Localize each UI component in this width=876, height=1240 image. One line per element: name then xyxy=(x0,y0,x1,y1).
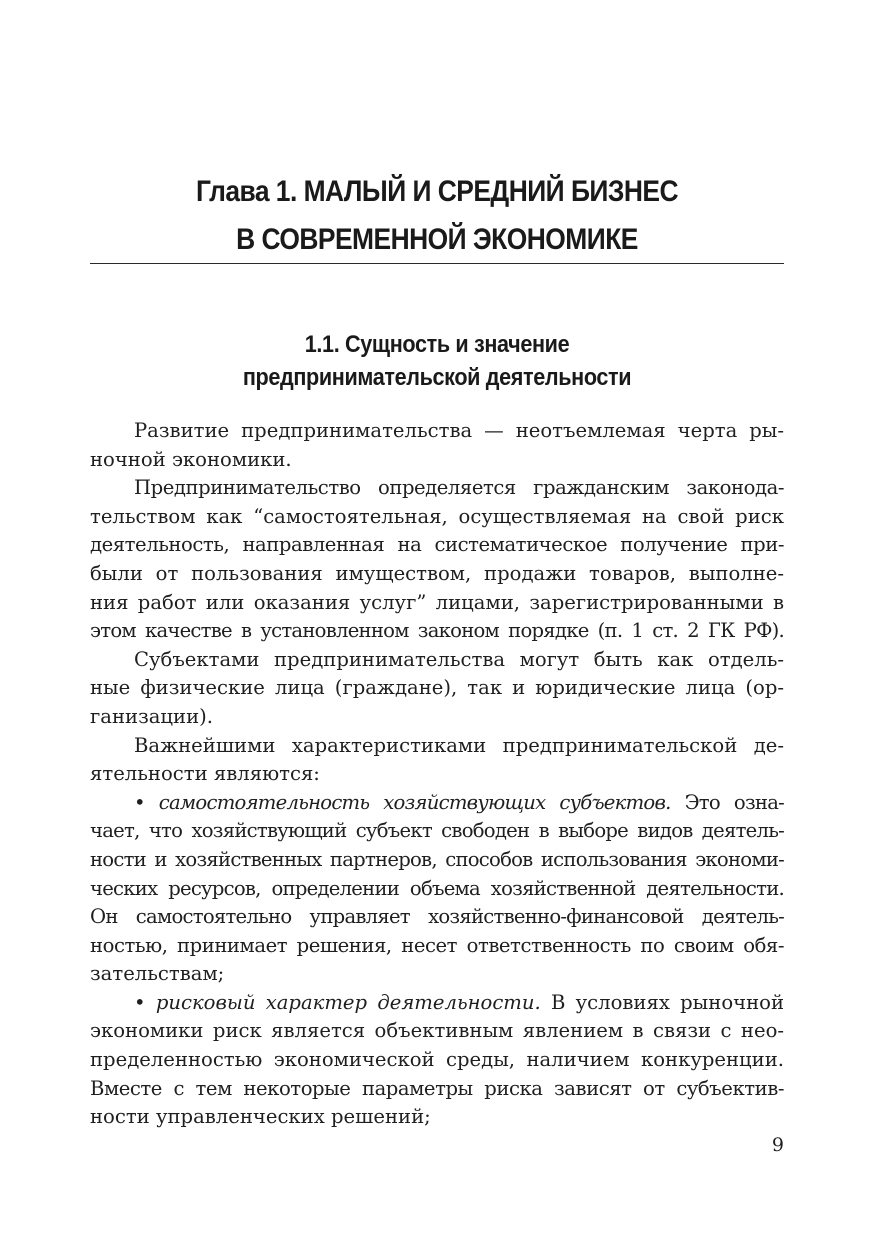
bullet-2-marker: • xyxy=(134,990,146,1014)
paragraph-2-line-4: были от пользования имуществом, продажи товаров, выполне- xyxy=(90,561,784,585)
paragraph-3-line-3: ганизации). xyxy=(90,704,214,728)
section-title xyxy=(125,328,750,394)
bullet-2-line-1 xyxy=(90,989,784,1018)
body-text xyxy=(90,417,784,1132)
bullet-2-first-line-rest: В условиях рыночной xyxy=(540,990,784,1014)
paragraph-1-line-2: ночной экономики. xyxy=(90,447,292,471)
bullet-1-line-3: ности и хозяйственных партнеров, способов использования экономи- xyxy=(90,847,784,871)
chapter-title xyxy=(132,168,743,264)
bullet-1-marker: • xyxy=(134,790,145,814)
bullet-2-line-5: ности управленческих решений; xyxy=(90,1105,431,1129)
paragraph-1-line-1: Развитие предпринимательства — неотъемлемая черта ры- xyxy=(134,419,784,442)
bullet-1-line-4: ческих ресурсов, определении объема хозяйственной деятельности. xyxy=(90,876,784,900)
section-title-line-2: предпринимательской деятельности xyxy=(242,364,632,391)
paragraph-2-line-5: ния работ или оказания услуг” лицами, зарегистрированными в xyxy=(90,590,784,614)
bullet-1-line-7: зательствам; xyxy=(90,962,225,986)
bullet-2-term: рисковый характер деятельности. xyxy=(155,990,541,1014)
bullet-2-line-2: экономики риск является объективным явлением в связи с нео- xyxy=(90,1019,784,1043)
paragraph-2-line-2: тельством как “самостоятельная, осуществляемая на свой риск xyxy=(90,504,784,528)
chapter-title-line-1: Глава 1. МАЛЫЙ И СРЕДНИЙ БИЗНЕС xyxy=(195,175,679,208)
paragraph-2-line-6: этом качестве в установленном законом порядке (п. 1 ст. 2 ГК РФ). xyxy=(90,619,784,643)
page-number: 9 xyxy=(771,1134,784,1156)
bullet-1-term: самостоятельность хозяйствующих субъектов. xyxy=(158,790,671,814)
bullet-1-line-2: чает, что хозяйствующий субъект свободен в выборе видов деятель- xyxy=(90,819,784,843)
paragraph-3-line-2: ные физические лица (граждане), так и юридические лица (ор- xyxy=(90,676,784,700)
chapter-title-line-2: В СОВРЕМЕННОЙ ЭКОНОМИКЕ xyxy=(236,223,638,256)
paragraph-4-line-1: Важнейшими характеристиками предпринимательской де- xyxy=(134,733,784,757)
chapter-divider xyxy=(90,263,784,264)
paragraph-4-line-2: ятельности являются: xyxy=(90,762,320,786)
bullet-2-line-4: Вместе с тем некоторые параметры риска зависят от субъектив- xyxy=(90,1076,784,1100)
bullet-1-line-6: ностью, принимает решения, несет ответственность по своим обя- xyxy=(90,933,784,957)
bullet-1-line-1 xyxy=(90,789,784,818)
bullet-2-line-3: пределенностью экономической среды, наличием конкуренции. xyxy=(90,1048,784,1072)
bullet-1-first-line-rest: Это озна- xyxy=(670,790,784,814)
paragraph-2-line-3: деятельность, направленная на систематическое получение при- xyxy=(90,533,784,557)
paragraph-2-line-1: Предпринимательство определяется гражданским законода- xyxy=(134,476,784,500)
paragraph-3-line-1: Субъектами предпринимательства могут быть как отдель- xyxy=(134,647,784,671)
section-title-line-1: 1.1. Сущность и значение xyxy=(304,331,570,358)
bullet-1-line-5: Он самостоятельно управляет хозяйственно-финансовой деятель- xyxy=(90,905,784,929)
